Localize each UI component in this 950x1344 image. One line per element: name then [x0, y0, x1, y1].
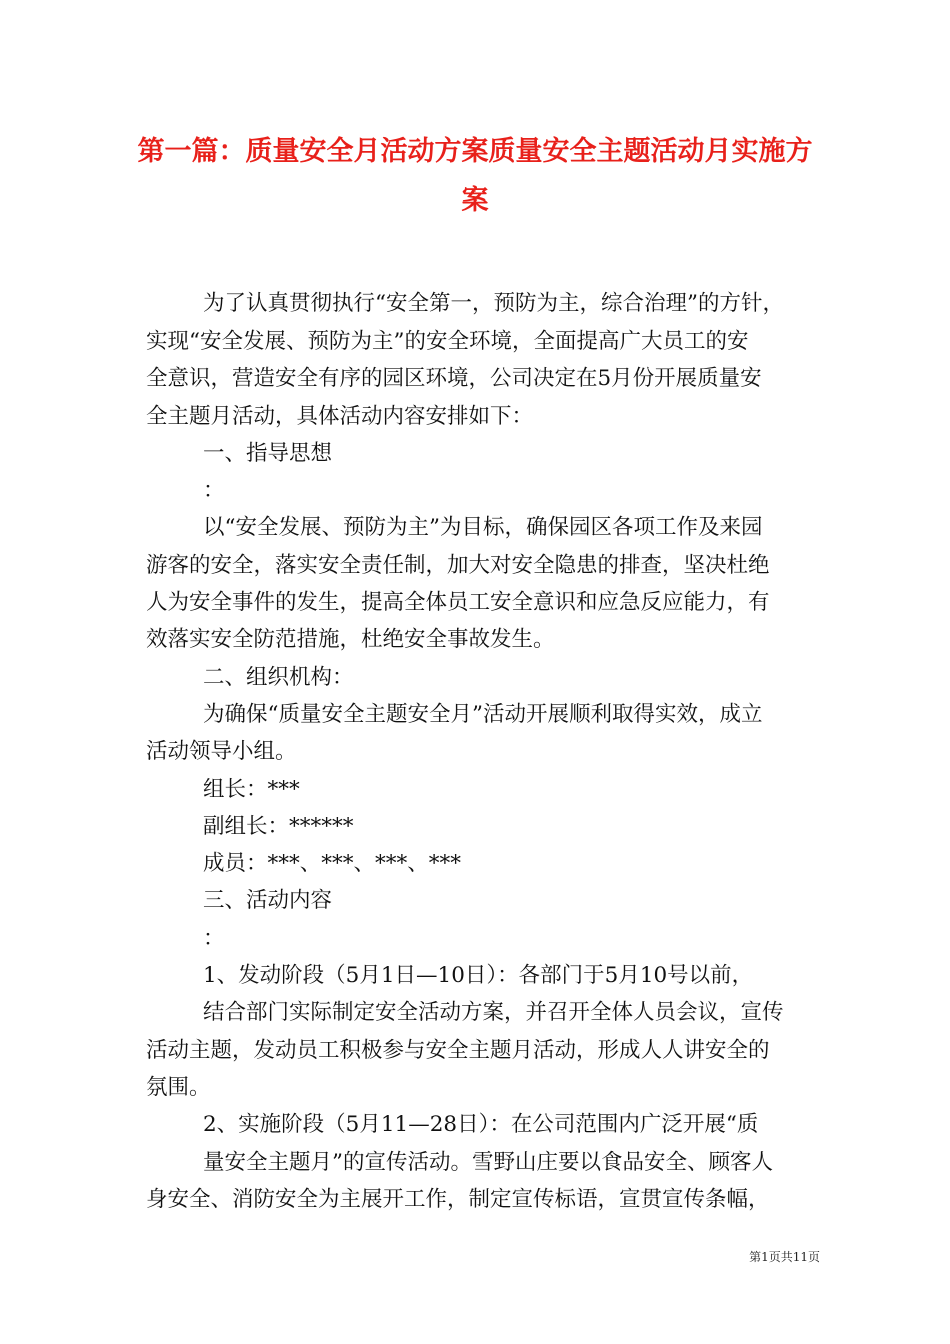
paragraph-line: 为确保“质量安全主题安全月”活动开展顺利取得实效，成立 [203, 702, 763, 727]
paragraph-line: 活动主题，发动员工积极参与安全主题月活动，形成人人讲安全的 [146, 1038, 770, 1063]
section-heading: 一、指导思想 [203, 441, 333, 466]
paragraph-line: 为了认真贯彻执行“安全第一，预防为主，综合治理”的方针， [203, 291, 784, 316]
paragraph-line: 效落实安全防范措施，杜绝安全事故发生。 [146, 627, 555, 652]
paragraph-line: 氛围。 [146, 1075, 211, 1100]
paragraph-line: 身安全、消防安全为主展开工作，制定宣传标语，宣贯宣传条幅， [146, 1187, 770, 1212]
paragraph-line: 全主题月活动，具体活动内容安排如下： [146, 404, 534, 429]
paragraph-line: 成员：***、***、***、*** [203, 851, 462, 876]
paragraph-line: 2、实施阶段（5月11—28日）：在公司范围内广泛开展“质 [203, 1112, 759, 1137]
paragraph-line: 实现“安全发展、预防为主”的安全环境，全面提高广大员工的安 [146, 329, 749, 354]
paragraph-line: 1、发动阶段（5月1日—10日）：各部门于5月10号以前， [203, 963, 754, 988]
paragraph-line: 活动领导小组。 [146, 739, 297, 764]
section-heading: 三、活动内容 [203, 888, 333, 913]
paragraph-line: 人为安全事件的发生，提高全体员工安全意识和应急反应能力，有 [146, 590, 770, 615]
paragraph-line: ： [203, 478, 225, 503]
paragraph-line: 结合部门实际制定安全活动方案，并召开全体人员会议，宣传 [203, 1000, 784, 1025]
section-heading: 二、组织机构： [203, 665, 354, 690]
document-title-line-1: 第一篇：质量安全月活动方案质量安全主题活动月实施方 [137, 136, 813, 167]
paragraph-line: ： [203, 926, 225, 951]
paragraph-line: 以“安全发展、预防为主”为目标，确保园区各项工作及来园 [203, 515, 763, 540]
paragraph-line: 量安全主题月”的宣传活动。雪野山庄要以食品安全、顾客人 [203, 1150, 773, 1175]
paragraph-line: 全意识，营造安全有序的园区环境，公司决定在5月份开展质量安 [146, 366, 762, 391]
page-number: 第1页共11页 [749, 1250, 820, 1264]
paragraph-line: 组长：*** [203, 777, 300, 802]
document-body [146, 0, 818, 1344]
paragraph-line: 游客的安全，落实安全责任制，加大对安全隐患的排查，坚决杜绝 [146, 553, 770, 578]
document-title-line-2: 案 [461, 185, 489, 216]
paragraph-line: 副组长：****** [203, 814, 354, 839]
